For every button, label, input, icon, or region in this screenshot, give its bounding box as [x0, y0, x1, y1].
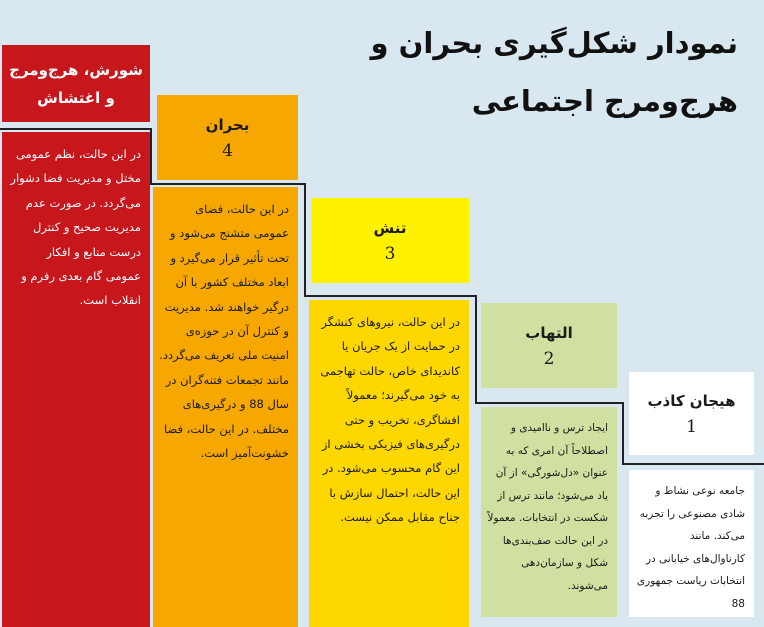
stage-tension-description — [309, 300, 469, 627]
staircase-line — [150, 183, 305, 185]
stage-riot-header — [2, 45, 150, 122]
stage-inflammation-header — [481, 303, 617, 388]
stage-inflammation-label: التهاب — [525, 323, 573, 342]
staircase-line — [0, 128, 152, 130]
stage-crisis-header — [157, 95, 298, 180]
stage-false-excitement-label: هیجان کاذب — [647, 391, 736, 410]
stage-tension-number: 3 — [384, 243, 396, 264]
stage-inflammation-number: 2 — [543, 348, 555, 369]
staircase-line — [475, 402, 623, 404]
stage-crisis-text: در این حالت، فضای عمومی متشنج می‌شود و تحت تأثیر قرار می‌گیرد و ابعاد مختلف کشور با آن درگیر خواهند شد. مدیریت و کنترل آن در حوزه‌ی امنیت ملی تعریف می‌گردد. مانند تجمعات فتنه‌گران در سال 88 و درگیری‌های مختلف. در این حالت، فضا خشونت‌آمیز است. — [159, 202, 289, 461]
stage-tension-text: در این حالت، نیروهای کنشگر در حمایت از یک جریان یا کاندیدای خاص، حالت تهاجمی به خود می‌گیرند؛ معمولاً افشاگری، تخریب و حتی درگیری‌های فیزیکی بخشی از این گام محسوب می‌شود. در این حالت، احتمال سازش با جناح مقابل ممکن نیست. — [320, 315, 460, 525]
stage-false-excitement-number: 1 — [686, 416, 697, 437]
staircase-line — [150, 128, 152, 184]
stage-riot-description — [2, 132, 150, 627]
stage-riot-text: در این حالت، نظم عمومی مختل و مدیریت فضا دشوار می‌گردد. در صورت عدم مدیریت صحیح و کنترل درست منابع و افکار عمومی گام بعدی رفرم و انقلاب است. — [10, 147, 141, 308]
stage-inflammation-description — [481, 407, 617, 617]
stage-false-excitement-text: جامعه نوعی نشاط و شادی مصنوعی را تجربه می‌کند. مانند کارناوال‌های خیابانی در انتخابات ریاست جمهوری 88 — [636, 485, 745, 610]
stage-false-excitement-header — [629, 372, 754, 455]
stage-riot-label: شورش، هرج‌ومرج و اغتشاش — [9, 60, 143, 107]
staircase-line — [475, 295, 477, 403]
staircase-line — [304, 183, 306, 296]
stage-crisis-description — [153, 187, 298, 627]
title-line-2: هرج‌ومرج اجتماعی — [471, 84, 738, 118]
stage-false-excitement-description — [629, 470, 754, 617]
staircase-line — [304, 295, 476, 297]
stage-tension-header — [311, 198, 469, 283]
stage-tension-label: تنش — [373, 218, 407, 237]
stage-crisis-label: بحران — [205, 115, 250, 134]
staircase-line — [622, 463, 764, 465]
title-line-1: نمودار شکل‌گیری بحران و — [370, 26, 738, 60]
stage-crisis-number: 4 — [222, 140, 233, 161]
diagram-title — [338, 14, 738, 130]
stage-inflammation-text: ایجاد ترس و ناامیدی و اصطلاحاً آن امری که به عنوان «دل‌شورگی» از آن یاد می‌شود؛ مانند ترس از شکست در انتخابات. معمولاً در این حالت صف‌بندی‌ها شکل و سازمان‌دهی می‌شوند. — [487, 422, 608, 592]
staircase-line — [622, 402, 624, 464]
